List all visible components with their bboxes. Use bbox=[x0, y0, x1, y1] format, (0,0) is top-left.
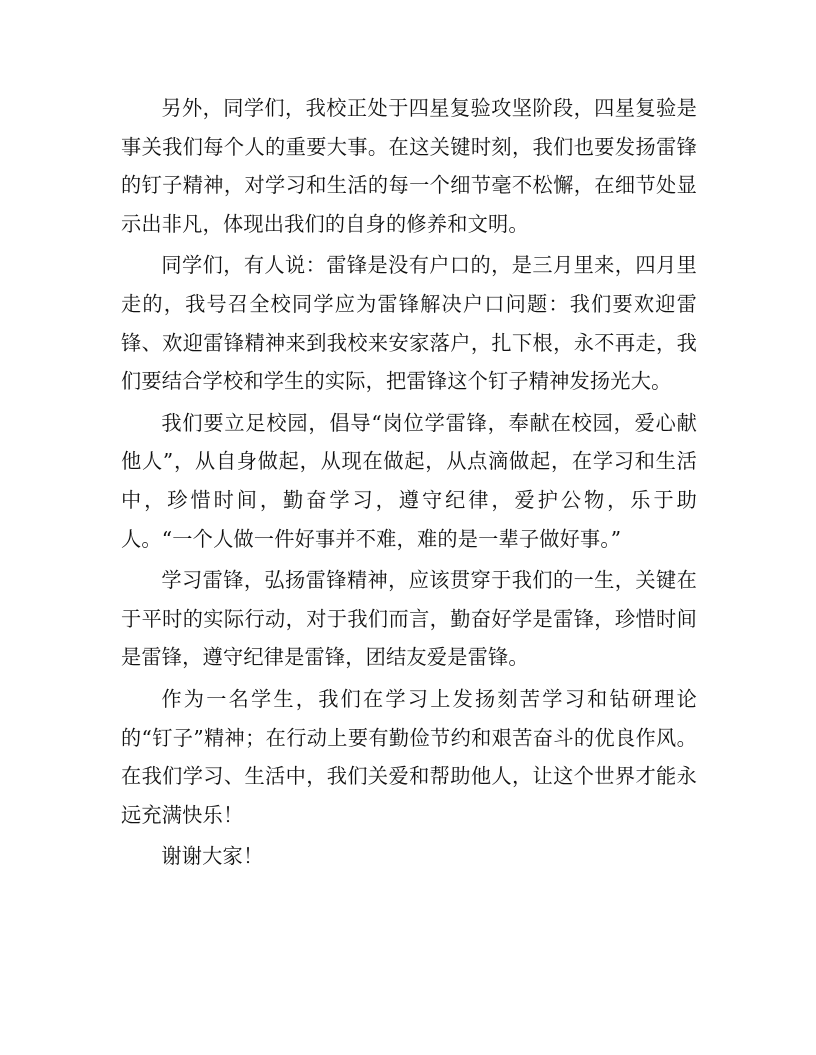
paragraph-2: 同学们，有人说：雷锋是没有户口的，是三月里来，四月里走的，我号召全校同学应为雷锋解决户口问题：我们要欢迎雷锋、欢迎雷锋精神来到我校来安家落户，扎下根，永不再走，我们要结合学校和学生的实际，把雷锋这个钉子精神发扬光大。 bbox=[121, 253, 697, 394]
paragraph-5: 作为一名学生，我们在学习上发扬刻苦学习和钻研理论的“钉子”精神；在行动上要有勤俭节约和艰苦奋斗的优良作风。在我们学习、生活中，我们关爱和帮助他人，让这个世界才能永远充满快乐！ bbox=[121, 686, 697, 827]
paragraph-4: 学习雷锋，弘扬雷锋精神，应该贯穿于我们的一生，关键在于平时的实际行动，对于我们而言，勤奋好学是雷锋，珍惜时间是雷锋，遵守纪律是雷锋，团结友爱是雷锋。 bbox=[121, 568, 697, 670]
paragraph-1: 另外，同学们，我校正处于四星复验攻坚阶段，四星复验是事关我们每个人的重要大事。在这关键时刻，我们也要发扬雷锋的钉子精神，对学习和生活的每一个细节毫不松懈，在细节处显示出非凡，体现出我们的自身的修养和文明。 bbox=[121, 96, 697, 236]
closing-line: 谢谢大家！ bbox=[161, 844, 264, 869]
paragraph-3: 我们要立足校园，倡导“岗位学雷锋，奉献在校园，爱心献他人”，从自身做起，从现在做起，从点滴做起，在学习和生活中，珍惜时间，勤奋学习，遵守纪律，爱护公物，乐于助人。“一个人做一件好事并不难，难的是一辈子做好事。” bbox=[121, 410, 697, 551]
document-page bbox=[121, 89, 697, 879]
